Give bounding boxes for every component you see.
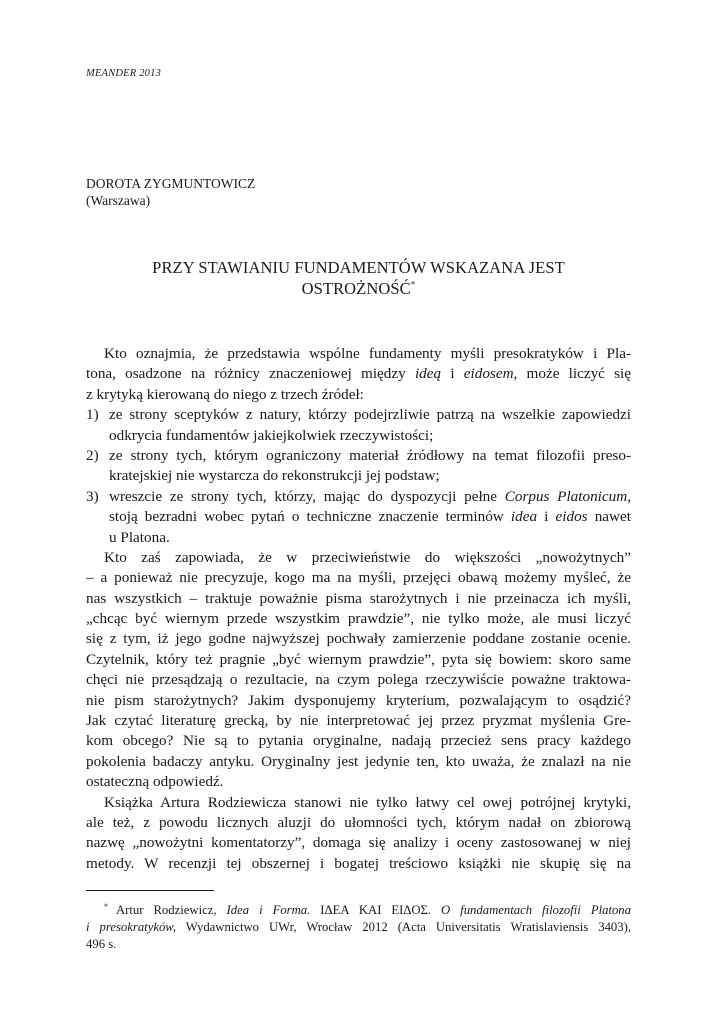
paragraph-line: nazwę „nowożytni komentatorzy”, domaga się analizy i oceny zastosowanej w niej [86, 834, 631, 852]
footnote [86, 902, 631, 952]
paragraph-line: ale też, z powodu licznych aluzji do ułomności tych, którym nadał on zbiorową [86, 813, 631, 831]
paragraph-line: metody. W recenzji tej obszernej i bogatej treściowo książki nie skupię się na [86, 854, 631, 872]
list-item: 2) ze strony tych, którym ograniczony materiał źródłowy na temat filozofii preso- [86, 446, 631, 464]
footnote-marker: * [104, 901, 108, 911]
title-line-2: OSTROŻNOŚĆ* [301, 279, 416, 298]
paragraph-line: się z tym, iż jego godne najwyższej pochwały zamierzenie poddane zostanie ocenie. [86, 630, 631, 648]
paragraph-line: kom obcego? Nie są to pytania oryginalne, nadają przecież sens pracy każdego [86, 732, 631, 750]
title-footnote-marker: * [410, 279, 416, 290]
paragraph-line: pokolenia badaczy antyku. Oryginalny jest jedynie ten, kto uważa, że znalazł na nie [86, 752, 631, 770]
paragraph-line: Jak czytać literaturę grecką, by nie interpretować jej przez pryzmat myślenia Gre- [86, 712, 631, 730]
author-block [86, 175, 255, 209]
running-header: MEANDER 2013 [86, 68, 162, 79]
list-item: 3) wreszcie ze strony tych, którzy, mając do dyspozycji pełne Corpus Platonicum, [86, 487, 631, 505]
footnote-divider [86, 890, 214, 891]
paragraph-line: chęci nie przesądzają o rezultacie, na czym polega rzeczywiście poważne traktowa- [86, 671, 631, 689]
paragraph-line: „chcąc być wiernym przede wszystkim prawdzie”, nie tylko może, ale musi liczyć [86, 610, 631, 628]
list-item-continued: u Platona. [109, 528, 170, 546]
author-affiliation: (Warszawa) [86, 193, 151, 208]
list-item-continued: odkrycia fundamentów jakiejkolwiek rzeczywistości; [109, 426, 434, 444]
footnote-line: 496 s. [86, 936, 117, 951]
author-name: DOROTA ZYGMUNTOWICZ [86, 176, 256, 191]
list-item-continued: kratejskiej nie wystarcza do rekonstrukcji jej podstaw; [109, 467, 440, 485]
title-line-1: PRZY STAWIANIU FUNDAMENTÓW WSKAZANA JEST [152, 258, 565, 277]
list-item: 1) ze strony sceptyków z natury, którzy podejrzliwie patrzą na wszelkie zapowiedzi [86, 406, 631, 424]
paragraph-line: Kto oznajmia, że przedstawia wspólne fundamenty myśli presokratyków i Pla- [104, 345, 631, 362]
footnote-line: * Artur Rodziewicz, Idea i Forma. ΙΔΕΑ ΚΑΙ ΕΙΔΟΣ. O fundamentach filozofii Platona [104, 901, 631, 917]
list-item-continued: stoją bezradni wobec pytań o techniczne znaczenie terminów idea i eidos nawet [109, 508, 631, 526]
article-body [86, 344, 631, 874]
paragraph-line: z krytyką kierowaną do niego z trzech źródeł: [86, 385, 364, 403]
paragraph-line: nas wszystkich – traktuje poważnie pisma starożytnych i nie przeinacza ich myśli, [86, 589, 631, 607]
article-title [86, 257, 631, 299]
paragraph-line: Kto zaś zapowiada, że w przeciwieństwie do większości „nowożytnych” [104, 548, 631, 566]
footnote-line: i presokratyków, Wydawnictwo UWr, Wrocław 2012 (Acta Universitatis Wratislaviensis 3403), [86, 919, 631, 934]
paragraph-line: tona, osadzone na różnicy znaczeniowej między ideą i eidosem, może liczyć się [86, 365, 631, 383]
paragraph-line: nie pism starożytnych? Jakim dysponujemy kryterium, pozwalającym to osądzić? [86, 691, 631, 709]
paragraph-line: – a ponieważ nie precyzuje, kogo ma na myśli, przejęci obawą możemy myśleć, że [86, 569, 631, 587]
paragraph-line: ostateczną odpowiedź. [86, 773, 224, 791]
paragraph-line: Czytelnik, który też pragnie „być wiernym prawdzie”, pyta się bowiem: skoro same [86, 650, 631, 668]
paragraph-line: Książka Artura Rodziewicza stanowi nie tylko łatwy cel owej potrójnej krytyki, [104, 793, 631, 811]
